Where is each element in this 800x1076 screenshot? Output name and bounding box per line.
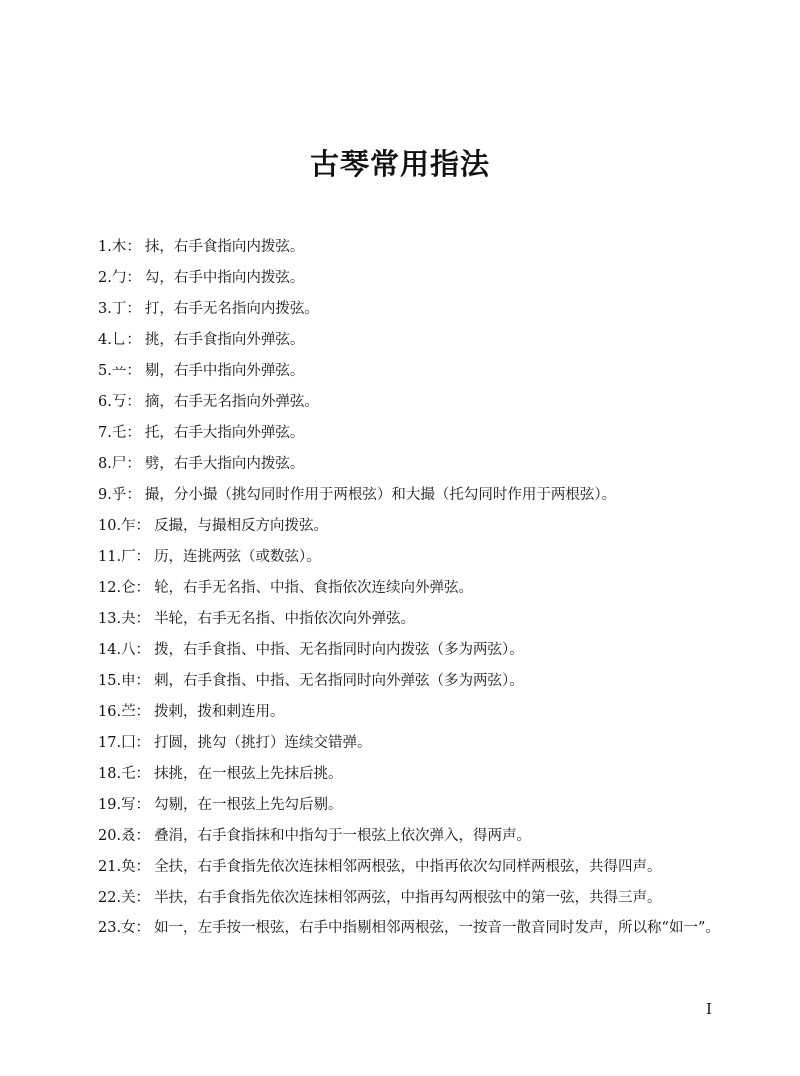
list-item xyxy=(98,577,738,608)
item-number: 11. xyxy=(98,549,122,565)
item-number: 19. xyxy=(98,797,122,813)
item-number: 1. xyxy=(98,239,112,255)
fingering-glyph: 八： xyxy=(121,642,151,658)
list-item xyxy=(98,825,738,856)
fingering-glyph: 乇： xyxy=(121,766,151,782)
item-text: 勾，右手中指向内拨弦。 xyxy=(144,270,305,286)
item-text: 半轮，右手无名指、中指依次向外弹弦。 xyxy=(154,611,416,627)
item-text: 劈，右手大指向内拨弦。 xyxy=(144,456,305,472)
list-item xyxy=(98,608,738,639)
list-item xyxy=(98,639,738,670)
fingering-glyph: 丂： xyxy=(111,394,141,410)
fingering-glyph: 乇： xyxy=(111,425,141,441)
page-number: I xyxy=(706,1000,712,1018)
item-text: 摘，右手无名指向外弹弦。 xyxy=(144,394,319,410)
fingering-glyph: 叒： xyxy=(121,828,151,844)
list-item xyxy=(98,763,738,794)
item-text: 如一，左手按一根弦，右手中指剔相邻两根弦，一按音一散音同时发声，所以称“如一”。 xyxy=(154,920,720,936)
fingering-glyph: 仑： xyxy=(121,580,151,596)
list-item xyxy=(98,267,738,298)
item-text: 打圆，挑勾（挑打）连续交错弹。 xyxy=(154,735,372,751)
list-item xyxy=(98,422,738,453)
list-item xyxy=(98,484,738,515)
item-text: 打，右手无名指向内拨弦。 xyxy=(144,301,319,317)
item-number: 6. xyxy=(98,394,112,410)
fingering-glyph: 苎： xyxy=(121,704,151,720)
fingering-glyph: 女： xyxy=(121,920,151,936)
item-number: 21. xyxy=(98,859,122,875)
item-text: 历，连挑两弦（或数弦）。 xyxy=(154,549,321,565)
item-text: 挑，右手食指向外弹弦。 xyxy=(144,332,305,348)
fingering-glyph: 厂： xyxy=(121,549,151,565)
item-text: 半扶，右手食指先依次连抹相邻两弦，中指再勾两根弦中的第一弦，共得三声。 xyxy=(154,890,662,906)
fingering-glyph: 木： xyxy=(111,239,141,255)
item-number: 2. xyxy=(98,270,112,286)
fingering-glyph: 奂： xyxy=(121,859,151,875)
item-text: 剌，右手食指、中指、无名指同时向外弹弦（多为两弦）。 xyxy=(154,673,524,689)
fingering-glyph: 尸： xyxy=(111,456,141,472)
item-text: 反撮，与撮相反方向拨弦。 xyxy=(154,518,329,534)
list-item xyxy=(98,913,738,944)
item-number: 10. xyxy=(98,518,122,534)
fingering-glyph: 䒑： xyxy=(111,363,141,379)
item-text: 托，右手大指向外弹弦。 xyxy=(144,425,305,441)
list-item xyxy=(98,670,738,701)
item-number: 16. xyxy=(98,704,122,720)
fingering-glyph: 乚： xyxy=(111,332,141,348)
fingering-glyph: 乎： xyxy=(111,487,141,503)
item-number: 13. xyxy=(98,611,122,627)
item-number: 18. xyxy=(98,766,122,782)
item-number: 4. xyxy=(98,332,112,348)
item-text: 轮，右手无名指、中指、食指依次连续向外弹弦。 xyxy=(154,580,474,596)
item-number: 20. xyxy=(98,828,122,844)
list-item xyxy=(98,701,738,732)
item-number: 23. xyxy=(98,920,122,936)
list-item xyxy=(98,732,738,763)
item-text: 拨，右手食指、中指、无名指同时向内拨弦（多为两弦）。 xyxy=(154,642,524,658)
list-item xyxy=(98,298,738,329)
fingering-glyph: 写： xyxy=(121,797,151,813)
fingering-glyph: 申： xyxy=(121,673,151,689)
item-text: 抹，右手食指向内拨弦。 xyxy=(144,239,305,255)
item-number: 22. xyxy=(98,890,122,906)
item-number: 14. xyxy=(98,642,122,658)
item-number: 9. xyxy=(98,487,112,503)
item-number: 15. xyxy=(98,673,122,689)
list-item xyxy=(98,329,738,360)
fingering-glyph: 囗： xyxy=(121,735,151,751)
fingering-glyph: 丁： xyxy=(111,301,141,317)
item-text: 勾剔，在一根弦上先勾后剔。 xyxy=(154,797,343,813)
item-text: 叠涓，右手食指抹和中指勾于一根弦上依次弹入，得两声。 xyxy=(154,828,532,844)
fingering-glyph: 勹： xyxy=(111,270,141,286)
item-number: 8. xyxy=(98,456,112,472)
list-item xyxy=(98,360,738,391)
item-number: 17. xyxy=(98,735,122,751)
list-item xyxy=(98,856,738,887)
fingering-list xyxy=(98,236,738,944)
item-number: 3. xyxy=(98,301,112,317)
fingering-glyph: 乍： xyxy=(121,518,151,534)
list-item xyxy=(98,236,738,267)
item-text: 拨剌，拨和剌连用。 xyxy=(154,704,285,720)
item-number: 5. xyxy=(98,363,112,379)
item-text: 剔，右手中指向外弹弦。 xyxy=(144,363,305,379)
item-number: 12. xyxy=(98,580,122,596)
item-number: 7. xyxy=(98,425,112,441)
item-text: 全扶，右手食指先依次连抹相邻两根弦，中指再依次勾同样两根弦，共得四声。 xyxy=(154,859,662,875)
item-text: 抹挑，在一根弦上先抹后挑。 xyxy=(154,766,343,782)
list-item xyxy=(98,546,738,577)
fingering-glyph: 关： xyxy=(121,890,151,906)
list-item xyxy=(98,515,738,546)
item-text: 撮，分小撮（挑勾同时作用于两根弦）和大撮（托勾同时作用于两根弦）。 xyxy=(144,487,617,503)
list-item xyxy=(98,391,738,422)
page-title: 古琴常用指法 xyxy=(309,147,490,181)
list-item xyxy=(98,794,738,825)
fingering-glyph: 夬： xyxy=(121,611,151,627)
list-item xyxy=(98,453,738,484)
